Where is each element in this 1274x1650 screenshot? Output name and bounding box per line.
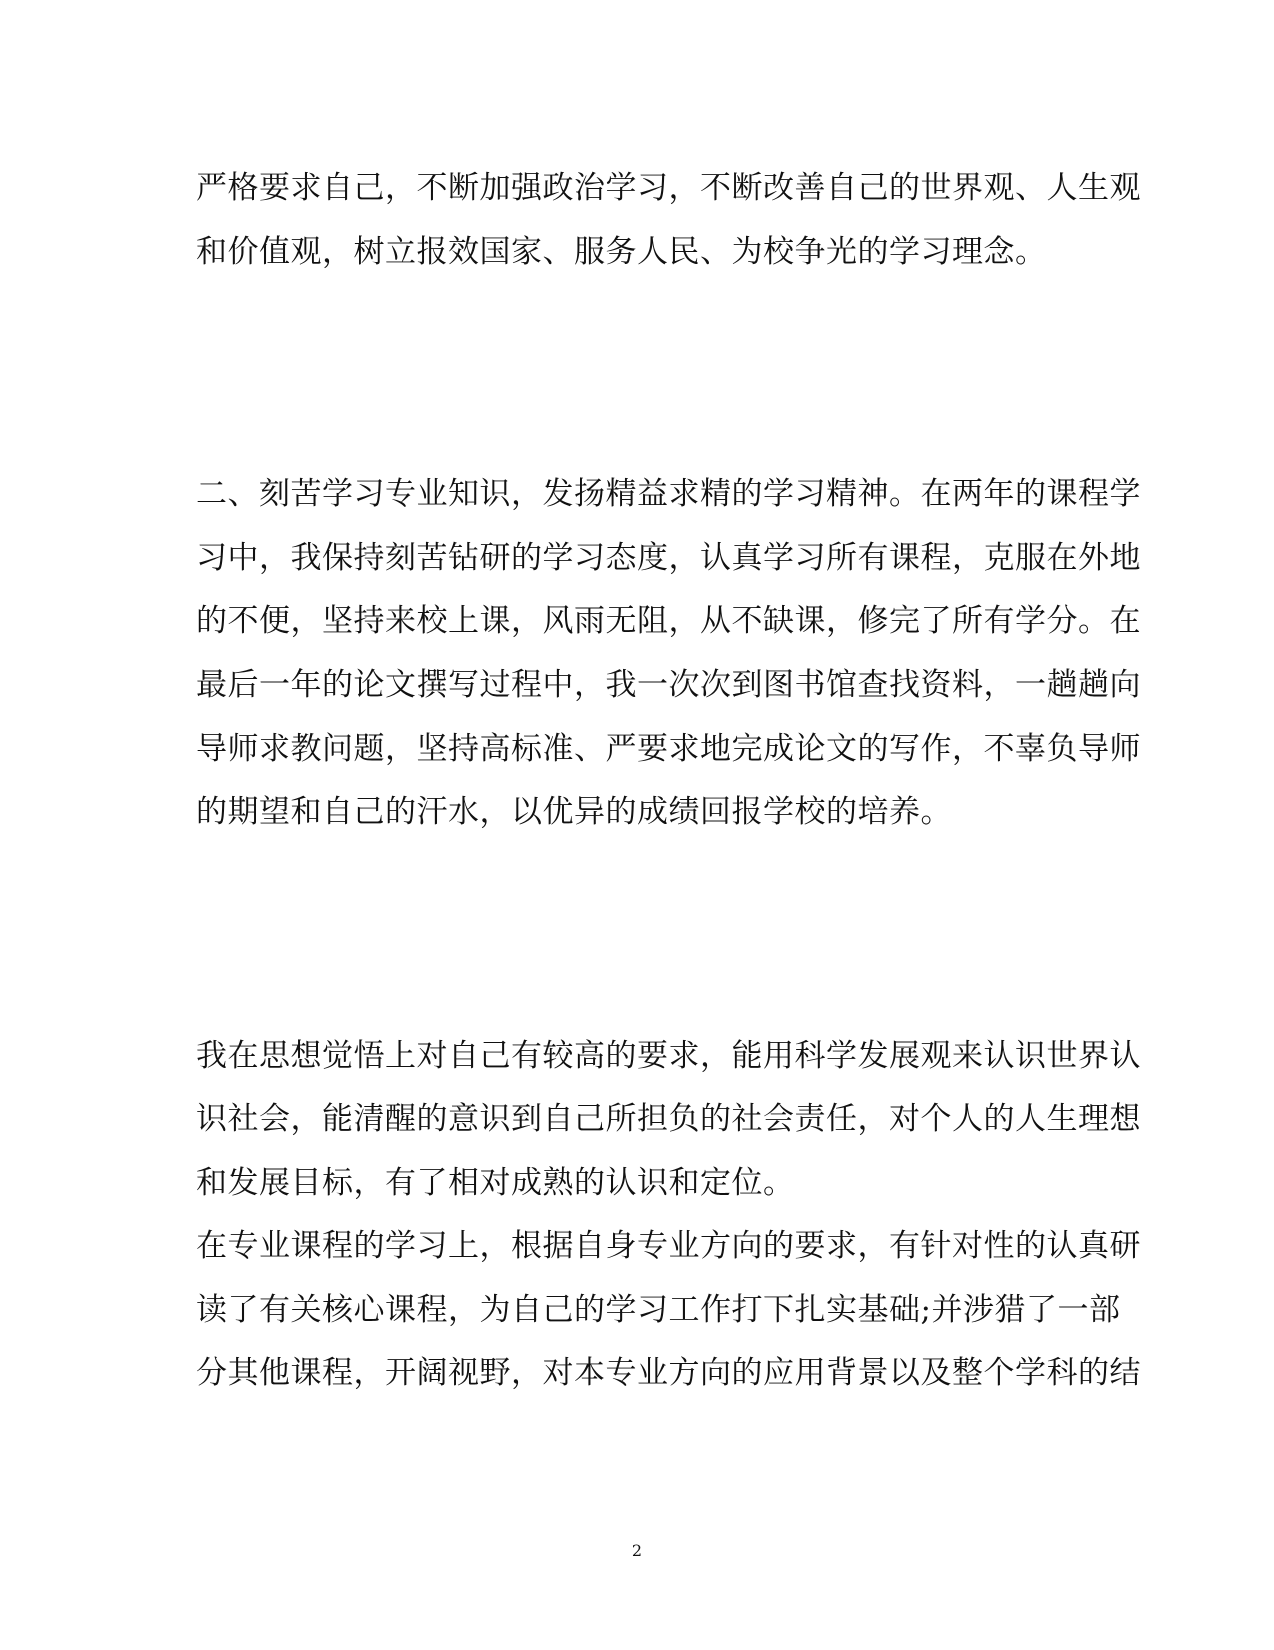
paragraph-4-line-3: 分其他课程，开阔视野，对本专业方向的应用背景以及整个学科的结 — [196, 1355, 1141, 1391]
paragraph-2-line-3: 的不便，坚持来校上课，风雨无阻，从不缺课，修完了所有学分。在 — [196, 603, 1141, 639]
paragraph-2-line-1: 二、刻苦学习专业知识，发扬精益求精的学习精神。在两年的课程学 — [196, 476, 1141, 512]
paragraph-2-line-5: 导师求教问题，坚持高标准、严要求地完成论文的写作，不辜负导师 — [196, 731, 1141, 767]
paragraph-2-line-4: 最后一年的论文撰写过程中，我一次次到图书馆查找资料，一趟趟向 — [196, 667, 1141, 703]
paragraph-3-line-1: 我在思想觉悟上对自己有较高的要求，能用科学发展观来认识世界认 — [196, 1038, 1141, 1074]
paragraph-3-line-3: 和发展目标，有了相对成熟的认识和定位。 — [196, 1165, 795, 1201]
paragraph-1-line-2: 和价值观，树立报效国家、服务人民、为校争光的学习理念。 — [196, 234, 1047, 270]
page-number: 2 — [631, 1541, 643, 1560]
paragraph-2-line-6: 的期望和自己的汗水，以优异的成绩回报学校的培养。 — [196, 794, 952, 830]
paragraph-1-line-1: 严格要求自己，不断加强政治学习，不断改善自己的世界观、人生观 — [196, 170, 1141, 206]
paragraph-2-line-2: 习中，我保持刻苦钻研的学习态度，认真学习所有课程，克服在外地 — [196, 540, 1141, 576]
paragraph-4-line-2: 读了有关核心课程，为自己的学习工作打下扎实基础;并涉猎了一部 — [196, 1292, 1121, 1328]
paragraph-3-line-2: 识社会，能清醒的意识到自己所担负的社会责任，对个人的人生理想 — [196, 1101, 1141, 1137]
paragraph-4-line-1: 在专业课程的学习上，根据自身专业方向的要求，有针对性的认真研 — [196, 1228, 1141, 1264]
